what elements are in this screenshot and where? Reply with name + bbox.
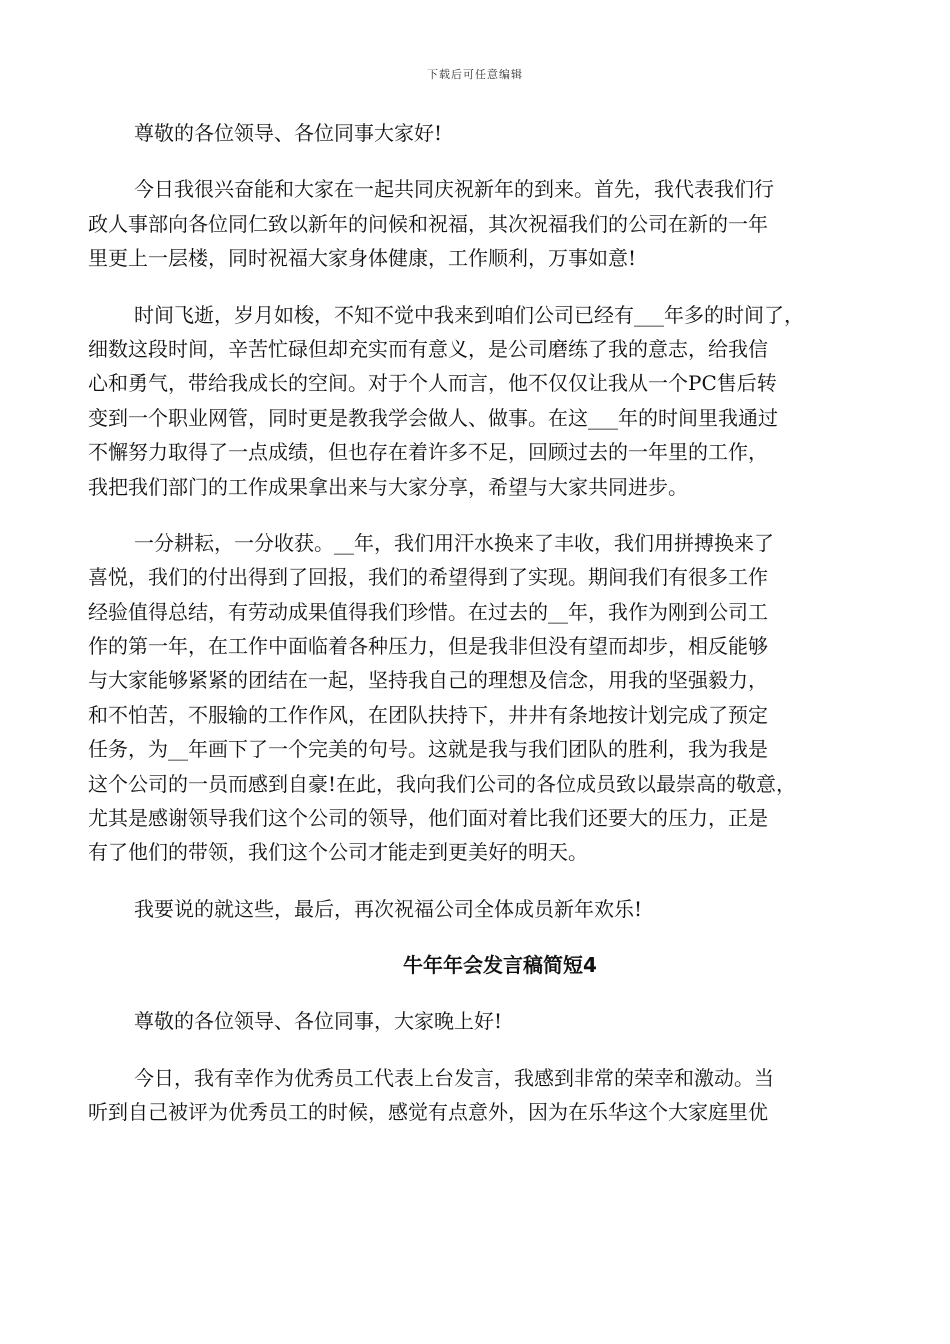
paragraph-new-year-wishes xyxy=(88,172,868,275)
text-line: 任务，为__年画下了一个完美的句号。这就是我与我们团队的胜利，我为我是 xyxy=(88,737,768,762)
paragraph-award-speech xyxy=(88,1061,868,1130)
paragraph-achievements xyxy=(88,526,868,870)
text-line: 听到自己被评为优秀员工的时候，感觉有点意外，因为在乐华这个大家庭里优 xyxy=(88,1099,768,1124)
document-body xyxy=(88,116,868,1151)
section-heading: 牛年年会发言稿简短4 xyxy=(403,953,597,978)
text-line: 今日我很兴奋能和大家在一起共同庆祝新年的到来。首先，我代表我们行 xyxy=(134,177,774,202)
text-line: 这个公司的一员而感到自豪!在此，我向我们公司的各位成员致以最崇高的敬意， xyxy=(88,771,797,796)
text-line: 经验值得总结，有劳动成果值得我们珍惜。在过去的__年，我作为刚到公司工 xyxy=(88,599,768,624)
text-line: 和不怕苦，不服输的工作作风，在团队扶持下，井井有条地按计划完成了预定 xyxy=(88,702,768,727)
text-line: 尊敬的各位领导、各位同事，大家晚上好! xyxy=(134,1009,503,1034)
text-line: 我要说的就这些，最后，再次祝福公司全体成员新年欢乐! xyxy=(134,896,643,921)
paragraph-greeting xyxy=(88,116,868,150)
text-line: 与大家能够紧紧的团结在一起，坚持我自己的理想及信念，用我的坚强毅力， xyxy=(88,668,768,693)
text-line: 喜悦，我们的付出得到了回报，我们的希望得到了实现。期间我们有很多工作 xyxy=(88,565,768,590)
page-header: 下载后可任意编辑 xyxy=(427,68,523,81)
text-line: 变到一个职业网管，同时更是教我学会做人、做事。在这___年的时间里我通过 xyxy=(88,405,778,430)
text-line: 一分耕耘，一分收获。__年，我们用汗水换来了丰收，我们用拼搏换来了 xyxy=(134,530,774,555)
paragraph-time-review xyxy=(88,298,868,504)
paragraph-greeting-2 xyxy=(88,1004,868,1038)
text-line: 心和勇气，带给我成长的空间。对于个人而言，他不仅仅让我从一个PC售后转 xyxy=(88,371,777,396)
text-line: 我把我们部门的工作成果拿出来与大家分享，希望与大家共同进步。 xyxy=(88,474,688,499)
text-line: 政人事部向各位同仁致以新年的问候和祝福，其次祝福我们的公司在新的一年 xyxy=(88,211,768,236)
paragraph-closing xyxy=(88,892,868,926)
text-line: 尤其是感谢领导我们这个公司的领导，他们面对着比我们还要大的压力，正是 xyxy=(88,806,768,831)
text-line: 里更上一层楼，同时祝福大家身体健康，工作顺利，万事如意! xyxy=(88,246,637,271)
text-line: 有了他们的带领，我们这个公司才能走到更美好的明天。 xyxy=(88,840,588,865)
text-line: 作的第一年，在工作中面临着各种压力，但是我非但没有望而却步，相反能够 xyxy=(88,634,768,659)
text-line: 今日，我有幸作为优秀员工代表上台发言，我感到非常的荣幸和激动。当 xyxy=(134,1065,774,1090)
text-line: 不懈努力取得了一点成绩，但也存在着许多不足，回顾过去的一年里的工作， xyxy=(88,440,768,465)
text-line: 细数这段时间，辛苦忙碌但却充实而有意义，是公司磨练了我的意志，给我信 xyxy=(88,336,768,361)
text-line: 尊敬的各位领导、各位同事大家好! xyxy=(134,121,443,145)
text-line: 时间飞逝，岁月如梭，不知不觉中我来到咱们公司已经有___年多的时间了， xyxy=(134,302,804,327)
